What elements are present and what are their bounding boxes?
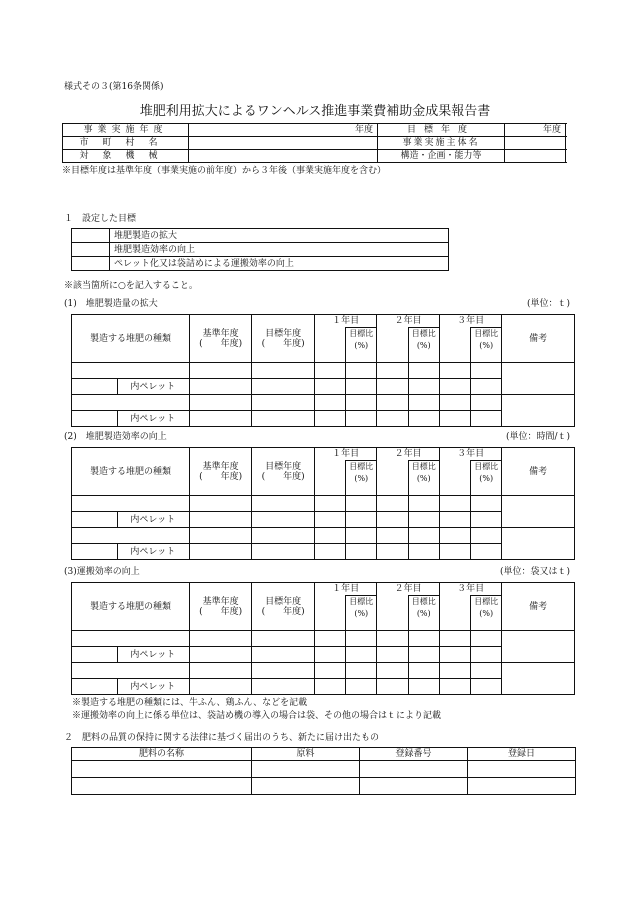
compost-type-cell[interactable] bbox=[72, 496, 190, 512]
value-cell[interactable] bbox=[314, 663, 345, 679]
label-target-year: 目標年度 bbox=[378, 124, 505, 137]
value-cell[interactable] bbox=[252, 512, 314, 528]
value-cell[interactable] bbox=[377, 631, 408, 647]
value-cell[interactable] bbox=[314, 379, 345, 395]
section1-heading: １ 設定した目標 bbox=[64, 214, 137, 224]
pellet-label: 内ペレット bbox=[118, 647, 190, 663]
pct-label: (%) bbox=[408, 474, 439, 496]
col-remarks: 備考 bbox=[502, 583, 575, 631]
value-cell[interactable] bbox=[346, 411, 377, 427]
compost-type-cell[interactable] bbox=[72, 631, 190, 647]
value-cell[interactable] bbox=[377, 679, 408, 695]
value-cell[interactable] bbox=[408, 647, 439, 663]
section2-heading: ２ 肥料の品質の保持に関する法律に基づく届出のうち、新たに届け出たもの bbox=[64, 733, 380, 743]
col-year1: １年目 bbox=[314, 583, 376, 596]
value-cell[interactable] bbox=[439, 631, 470, 647]
value-cell[interactable] bbox=[252, 647, 314, 663]
report-table-3 bbox=[71, 582, 575, 695]
indent-spacer bbox=[72, 647, 118, 663]
label-target-machine: 対象機械 bbox=[63, 150, 189, 163]
remarks-cell[interactable] bbox=[502, 631, 575, 663]
value-cell[interactable] bbox=[408, 528, 439, 544]
value-cell[interactable] bbox=[189, 363, 251, 379]
value-cell[interactable] bbox=[189, 496, 251, 512]
value-cell[interactable] bbox=[408, 679, 439, 695]
target-year-paren: ( 年度) bbox=[261, 606, 305, 617]
goal-check-3[interactable] bbox=[72, 257, 110, 271]
value-cell[interactable] bbox=[471, 496, 502, 512]
value-cell[interactable] bbox=[439, 663, 470, 679]
value-cell[interactable] bbox=[408, 631, 439, 647]
value-cell[interactable] bbox=[471, 679, 502, 695]
value-cell[interactable] bbox=[314, 544, 345, 560]
pct-label: (%) bbox=[408, 341, 439, 363]
col-base-year bbox=[189, 583, 251, 631]
goal-check-1[interactable] bbox=[72, 229, 110, 243]
col-material: 原料 bbox=[252, 748, 360, 761]
col-year3: ３年目 bbox=[439, 583, 501, 596]
value-cell[interactable] bbox=[314, 395, 345, 411]
remarks-cell[interactable] bbox=[502, 363, 575, 395]
value-cell[interactable] bbox=[346, 663, 377, 679]
value-cell[interactable] bbox=[471, 395, 502, 411]
value-cell[interactable] bbox=[252, 411, 314, 427]
base-year-label: 基準年度 bbox=[202, 461, 239, 472]
value-cell[interactable] bbox=[439, 679, 470, 695]
value-cell[interactable] bbox=[252, 679, 314, 695]
target-machine-field[interactable] bbox=[189, 150, 378, 163]
ratio-label: 目標比 bbox=[346, 461, 377, 474]
value-cell[interactable] bbox=[377, 528, 408, 544]
registration-date-cell[interactable] bbox=[468, 778, 576, 795]
registration-number-cell[interactable] bbox=[360, 761, 468, 778]
col-target-year bbox=[252, 448, 314, 496]
compost-type-cell[interactable] bbox=[72, 395, 190, 411]
target-year-label: 目標年度 bbox=[265, 328, 302, 339]
pct-label: (%) bbox=[346, 609, 377, 631]
base-year-paren: ( 年度) bbox=[199, 338, 243, 349]
label-municipality: 市町村名 bbox=[63, 137, 189, 150]
remarks-cell[interactable] bbox=[502, 663, 575, 695]
col-compost-type: 製造する堆肥の種類 bbox=[72, 448, 190, 496]
table-title-3: (3)運搬効率の向上 bbox=[64, 567, 140, 577]
value-cell[interactable] bbox=[314, 631, 345, 647]
value-cell[interactable] bbox=[314, 647, 345, 663]
col-compost-type: 製造する堆肥の種類 bbox=[72, 315, 190, 363]
header-table bbox=[62, 123, 566, 163]
base-year-label: 基準年度 bbox=[202, 596, 239, 607]
value-cell[interactable] bbox=[189, 544, 251, 560]
value-cell[interactable] bbox=[471, 512, 502, 528]
remarks-cell[interactable] bbox=[502, 395, 575, 427]
value-cell[interactable] bbox=[408, 512, 439, 528]
col-year2: ２年目 bbox=[377, 448, 439, 461]
municipality-field[interactable] bbox=[189, 137, 378, 150]
col-base-year bbox=[189, 315, 251, 363]
structure-field[interactable] bbox=[505, 150, 566, 163]
value-cell[interactable] bbox=[439, 411, 470, 427]
value-cell[interactable] bbox=[314, 411, 345, 427]
value-cell[interactable] bbox=[408, 411, 439, 427]
value-cell[interactable] bbox=[252, 663, 314, 679]
col-year1: １年目 bbox=[314, 448, 376, 461]
fertilizer-name-cell[interactable] bbox=[72, 778, 252, 795]
value-cell[interactable] bbox=[377, 496, 408, 512]
year2-value-spacer bbox=[377, 461, 408, 496]
col-compost-type: 製造する堆肥の種類 bbox=[72, 583, 190, 631]
value-cell[interactable] bbox=[439, 496, 470, 512]
pct-label: (%) bbox=[471, 341, 502, 363]
value-cell[interactable] bbox=[346, 512, 377, 528]
value-cell[interactable] bbox=[471, 544, 502, 560]
value-cell[interactable] bbox=[471, 647, 502, 663]
pellet-label: 内ペレット bbox=[118, 512, 190, 528]
value-cell[interactable] bbox=[346, 647, 377, 663]
remarks-cell[interactable] bbox=[502, 496, 575, 528]
value-cell[interactable] bbox=[252, 496, 314, 512]
value-cell[interactable] bbox=[189, 679, 251, 695]
value-cell[interactable] bbox=[252, 363, 314, 379]
value-cell[interactable] bbox=[346, 363, 377, 379]
indent-spacer bbox=[72, 512, 118, 528]
target-year-paren: ( 年度) bbox=[261, 338, 305, 349]
col-year1: １年目 bbox=[314, 315, 376, 328]
value-cell[interactable] bbox=[408, 663, 439, 679]
indent-spacer bbox=[72, 679, 118, 695]
pellet-label: 内ペレット bbox=[118, 679, 190, 695]
value-cell[interactable] bbox=[471, 528, 502, 544]
goal-check-2[interactable] bbox=[72, 243, 110, 257]
year1-value-spacer bbox=[314, 328, 345, 363]
goal-table bbox=[71, 228, 449, 271]
target-year-label: 目標年度 bbox=[265, 596, 302, 607]
pct-label: (%) bbox=[346, 474, 377, 496]
value-cell[interactable] bbox=[346, 544, 377, 560]
col-fertilizer-name: 肥料の名称 bbox=[72, 748, 252, 761]
value-cell[interactable] bbox=[346, 528, 377, 544]
value-cell[interactable] bbox=[471, 663, 502, 679]
value-cell[interactable] bbox=[377, 411, 408, 427]
year3-value-spacer bbox=[439, 461, 470, 496]
registration-number-cell[interactable] bbox=[360, 778, 468, 795]
year2-value-spacer bbox=[377, 596, 408, 631]
value-cell[interactable] bbox=[189, 379, 251, 395]
value-cell[interactable] bbox=[314, 528, 345, 544]
value-cell[interactable] bbox=[408, 544, 439, 560]
value-cell[interactable] bbox=[252, 395, 314, 411]
table-title-2: (2) 堆肥製造効率の向上 bbox=[64, 432, 167, 442]
implementer-field[interactable] bbox=[505, 137, 566, 150]
ratio-label: 目標比 bbox=[471, 596, 502, 609]
year3-value-spacer bbox=[439, 596, 470, 631]
col-year2: ２年目 bbox=[377, 583, 439, 596]
value-cell[interactable] bbox=[346, 631, 377, 647]
value-cell[interactable] bbox=[252, 631, 314, 647]
pct-label: (%) bbox=[471, 609, 502, 631]
indent-spacer bbox=[72, 379, 118, 395]
col-target-year bbox=[252, 315, 314, 363]
goal-label-3: ペレット化又は袋詰めによる運搬効率の向上 bbox=[110, 257, 449, 271]
col-target-year bbox=[252, 583, 314, 631]
compost-type-cell[interactable] bbox=[72, 363, 190, 379]
registration-date-cell[interactable] bbox=[468, 761, 576, 778]
value-cell[interactable] bbox=[346, 496, 377, 512]
value-cell[interactable] bbox=[408, 379, 439, 395]
value-cell[interactable] bbox=[314, 679, 345, 695]
value-cell[interactable] bbox=[439, 647, 470, 663]
value-cell[interactable] bbox=[408, 496, 439, 512]
report-table-1 bbox=[71, 314, 575, 427]
col-year2: ２年目 bbox=[377, 315, 439, 328]
page-title: 堆肥利用拡大によるワンヘルス推進事業費補助金成果報告書 bbox=[139, 104, 491, 119]
value-cell[interactable] bbox=[377, 379, 408, 395]
year3-value-spacer bbox=[439, 328, 470, 363]
header-note: ※目標年度は基準年度（事業実施の前年度）から３年後（事業実施年度を含む） bbox=[62, 166, 387, 176]
value-cell[interactable] bbox=[377, 663, 408, 679]
value-cell[interactable] bbox=[439, 512, 470, 528]
value-cell[interactable] bbox=[314, 496, 345, 512]
value-cell[interactable] bbox=[252, 379, 314, 395]
value-cell[interactable] bbox=[471, 379, 502, 395]
col-remarks: 備考 bbox=[502, 315, 575, 363]
label-structure: 構造・企画・能力等 bbox=[378, 150, 505, 163]
footnote-1: ※製造する堆肥の種類には、牛ふん、鶏ふん、などを記載 bbox=[72, 698, 308, 708]
col-base-year bbox=[189, 448, 251, 496]
target-year-label: 目標年度 bbox=[265, 461, 302, 472]
material-cell[interactable] bbox=[252, 761, 360, 778]
table-unit-2: (単位：時間/ｔ) bbox=[505, 432, 570, 442]
form-label: 様式その３(第16条関係) bbox=[64, 82, 164, 92]
report-table-2 bbox=[71, 447, 575, 560]
compost-type-cell[interactable] bbox=[72, 663, 190, 679]
ratio-label: 目標比 bbox=[346, 328, 377, 341]
col-registration-date: 登録日 bbox=[468, 748, 576, 761]
pct-label: (%) bbox=[346, 341, 377, 363]
col-registration-number: 登録番号 bbox=[360, 748, 468, 761]
label-implementer: 事業実施主体名 bbox=[378, 137, 505, 150]
pellet-label: 内ペレット bbox=[118, 379, 190, 395]
value-cell[interactable] bbox=[346, 395, 377, 411]
material-cell[interactable] bbox=[252, 778, 360, 795]
table-unit-3: (単位：袋又はｔ) bbox=[499, 567, 570, 577]
base-year-label: 基準年度 bbox=[202, 328, 239, 339]
indent-spacer bbox=[72, 544, 118, 560]
col-year3: ３年目 bbox=[439, 448, 501, 461]
value-cell[interactable] bbox=[471, 631, 502, 647]
value-cell[interactable] bbox=[189, 512, 251, 528]
fertilizer-table bbox=[71, 747, 576, 795]
base-year-paren: ( 年度) bbox=[199, 471, 243, 482]
remarks-cell[interactable] bbox=[502, 528, 575, 560]
value-cell[interactable] bbox=[189, 528, 251, 544]
ratio-label: 目標比 bbox=[346, 596, 377, 609]
value-cell[interactable] bbox=[377, 395, 408, 411]
value-cell[interactable] bbox=[189, 395, 251, 411]
year1-value-spacer bbox=[314, 461, 345, 496]
goal-label-2: 堆肥製造効率の向上 bbox=[110, 243, 449, 257]
indent-spacer bbox=[72, 411, 118, 427]
target-year-field[interactable]: 年度 bbox=[505, 124, 566, 137]
compost-type-cell[interactable] bbox=[72, 528, 190, 544]
value-cell[interactable] bbox=[189, 663, 251, 679]
value-cell[interactable] bbox=[189, 411, 251, 427]
value-cell[interactable] bbox=[189, 647, 251, 663]
value-cell[interactable] bbox=[377, 647, 408, 663]
year2-value-spacer bbox=[377, 328, 408, 363]
value-cell[interactable] bbox=[439, 544, 470, 560]
value-cell[interactable] bbox=[189, 631, 251, 647]
value-cell[interactable] bbox=[252, 528, 314, 544]
value-cell[interactable] bbox=[471, 411, 502, 427]
col-year3: ３年目 bbox=[439, 315, 501, 328]
base-year-paren: ( 年度) bbox=[199, 606, 243, 617]
ratio-label: 目標比 bbox=[408, 461, 439, 474]
value-cell[interactable] bbox=[439, 379, 470, 395]
ratio-label: 目標比 bbox=[408, 328, 439, 341]
ratio-label: 目標比 bbox=[471, 461, 502, 474]
year1-value-spacer bbox=[314, 596, 345, 631]
value-cell[interactable] bbox=[252, 544, 314, 560]
value-cell[interactable] bbox=[408, 395, 439, 411]
goal-label-1: 堆肥製造の拡大 bbox=[110, 229, 449, 243]
value-cell[interactable] bbox=[377, 544, 408, 560]
value-cell[interactable] bbox=[439, 395, 470, 411]
col-remarks: 備考 bbox=[502, 448, 575, 496]
section1-note: ※該当箇所に○を記入すること。 bbox=[64, 281, 198, 291]
fiscal-year-field[interactable]: 年度 bbox=[189, 124, 378, 137]
value-cell[interactable] bbox=[314, 512, 345, 528]
pellet-label: 内ペレット bbox=[118, 411, 190, 427]
table-unit-1: (単位：ｔ) bbox=[526, 299, 570, 309]
fertilizer-name-cell[interactable] bbox=[72, 761, 252, 778]
pct-label: (%) bbox=[471, 474, 502, 496]
value-cell[interactable] bbox=[314, 363, 345, 379]
ratio-label: 目標比 bbox=[471, 328, 502, 341]
target-year-paren: ( 年度) bbox=[261, 471, 305, 482]
ratio-label: 目標比 bbox=[408, 596, 439, 609]
value-cell[interactable] bbox=[471, 363, 502, 379]
label-fiscal-year: 事業実施年度 bbox=[63, 124, 189, 137]
value-cell[interactable] bbox=[439, 363, 470, 379]
pct-label: (%) bbox=[408, 609, 439, 631]
value-cell[interactable] bbox=[377, 512, 408, 528]
footnote-2: ※運搬効率の向上に係る単位は、袋詰め機の導入の場合は袋、その他の場合はｔにより記載 bbox=[72, 711, 442, 721]
value-cell[interactable] bbox=[346, 379, 377, 395]
value-cell[interactable] bbox=[346, 679, 377, 695]
value-cell[interactable] bbox=[377, 363, 408, 379]
value-cell[interactable] bbox=[408, 363, 439, 379]
pellet-label: 内ペレット bbox=[118, 544, 190, 560]
table-title-1: (1) 堆肥製造量の拡大 bbox=[64, 299, 158, 309]
value-cell[interactable] bbox=[439, 528, 470, 544]
